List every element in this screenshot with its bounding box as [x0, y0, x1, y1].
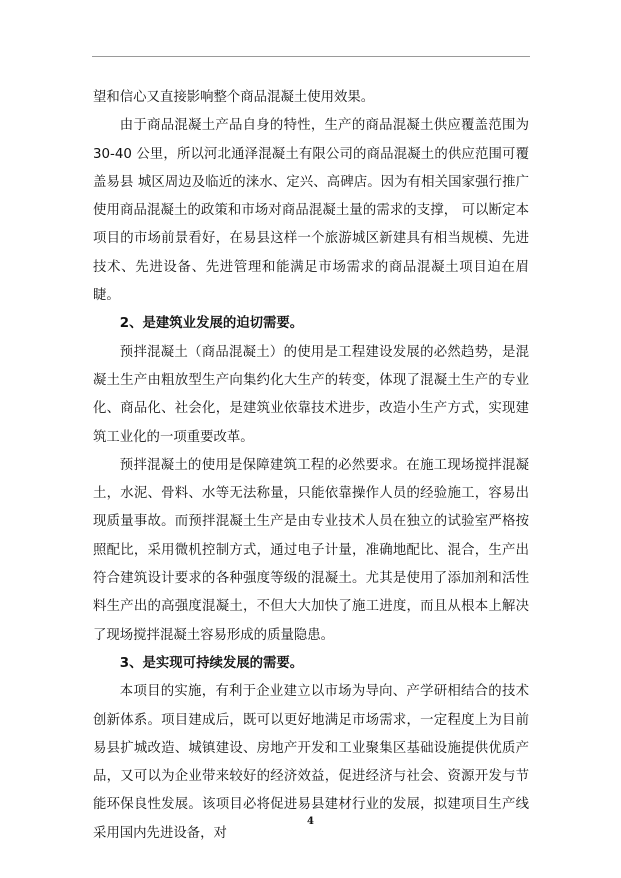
header-divider — [92, 56, 530, 57]
paragraph: 望和信心又直接影响整个商品混凝土使用效果。 — [93, 90, 375, 105]
paragraph: 预拌混凝土（商品混凝土）的使用是工程建设发展的必然趋势，是混凝土生产由粗放型生产向集约化大生产的转变，体现了混凝土生产的专业化、商品化、社会化，是建筑业依靠技术进步，改造小生产方式，实现建筑工业化的一项重要改革。 — [93, 344, 529, 445]
paragraph: 本项目的实施，有利于企业建立以市场为导向、产学研相结合的技术创新体系。项目建成后，既可以更好地满足市场需求，一定程度上为目前易县扩城改造、城镇建设、房地产开发和工业聚集区基础设施提供优质产品，又可以为企业带来较好的经济效益，促进经济与社会、资源开发与节能环保良性发展。该项目必将促进易县建材行业的发展，拟建项目生产线采用国内先进设备，对 — [93, 684, 529, 841]
section-heading: 2、是建筑业发展的迫切需要。 — [119, 316, 304, 332]
section-heading: 3、是实现可持续发展的需要。 — [119, 655, 304, 671]
document-body — [93, 84, 529, 848]
page-number: 4 — [307, 816, 314, 827]
paragraph: 由于商品混凝土产品自身的特性，生产的商品混凝土供应覆盖范围为 30-40 公里，所以河北通泽混凝土有限公司的商品混凝土的供应范围可覆盖易县 城区周边及临近的涞水、定兴、高碑店。因为有相关国家强行推广使用商品混凝土的政策和市场对商品混凝土量的需求的支撑， 可以断定本项目的市场前景看好，在易县这样一个旅游城区新建具有相当规模、先进技术、先进设备、先进管理和能满足市场需求的商品混凝土项目迫在眉睫。 — [93, 118, 529, 304]
paragraph: 预拌混凝土的使用是保障建筑工程的必然要求。在施工现场搅拌混凝土，水泥、骨料、水等无法称量，只能依靠操作人员的经验施工，容易出现质量事故。而预拌混凝土生产是由专业技术人员在独立的试验室严格按照配比，采用微机控制方式，通过电子计量，准确地配比、混合，生产出符合建筑设计要求的各种强度等级的混凝土。尤其是使用了添加剂和活性料生产出的高强度混凝土，不但大大加快了施工进度，而且从根本上解决了现场搅拌混凝土容易形成的质量隐患。 — [93, 457, 529, 643]
